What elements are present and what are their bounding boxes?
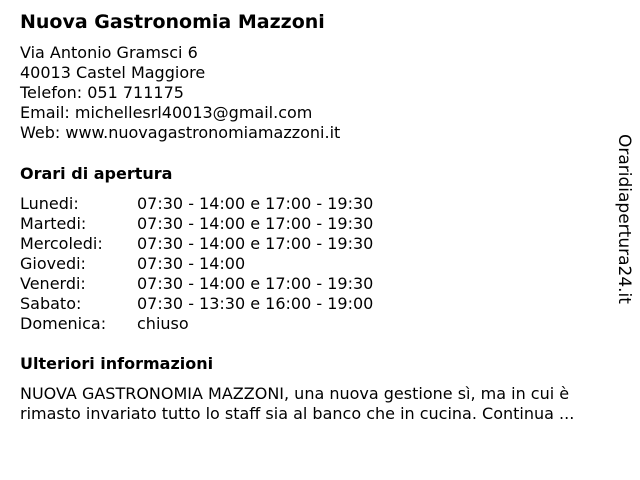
description-line[interactable]: rimasto invariato tutto lo staff sia al banco che in cucina. Continua ... — [20, 404, 575, 423]
hours-row-friday — [20, 274, 373, 294]
hours-row-saturday — [20, 294, 373, 314]
contact-block — [20, 43, 340, 143]
hours-row-thursday — [20, 254, 373, 274]
further-info-heading: Ulteriori informazioni — [20, 354, 214, 373]
hours-row-wednesday — [20, 234, 373, 254]
time-value: 07:30 - 13:30 e 16:00 - 19:00 — [137, 294, 374, 313]
opening-hours-table — [20, 194, 373, 334]
hours-row-monday — [20, 194, 373, 214]
day-label: Venerdi: — [20, 274, 86, 293]
day-label: Domenica: — [20, 314, 107, 333]
time-value: 07:30 - 14:00 e 17:00 - 19:30 — [137, 214, 374, 233]
web-line[interactable]: Web: www.nuovagastronomiamazzoni.it — [20, 123, 341, 142]
time-value: 07:30 - 14:00 e 17:00 - 19:30 — [137, 234, 374, 253]
day-label: Sabato: — [20, 294, 82, 313]
address-line: Via Antonio Gramsci 6 — [20, 43, 198, 62]
city-line: 40013 Castel Maggiore — [20, 63, 206, 82]
time-value: 07:30 - 14:00 e 17:00 - 19:30 — [137, 274, 374, 293]
description-line: NUOVA GASTRONOMIA MAZZONI, una nuova gestione sì, ma in cui è — [20, 384, 570, 403]
time-value: 07:30 - 14:00 — [137, 254, 246, 273]
time-value: chiuso — [137, 314, 189, 333]
phone-line[interactable]: Telefon: 051 711175 — [20, 83, 184, 102]
day-label: Mercoledi: — [20, 234, 103, 253]
day-label: Lunedi: — [20, 194, 79, 213]
email-line[interactable]: Email: michellesrl40013@gmail.com — [20, 103, 313, 122]
watermark — [612, 134, 636, 310]
hours-row-tuesday — [20, 214, 373, 234]
day-label: Martedi: — [20, 214, 87, 233]
day-label: Giovedi: — [20, 254, 86, 273]
time-value: 07:30 - 14:00 e 17:00 - 19:30 — [137, 194, 374, 213]
business-name: Nuova Gastronomia Mazzoni — [20, 11, 325, 33]
opening-hours-heading: Orari di apertura — [20, 164, 173, 183]
watermark-text: Oraridiapertura24.it — [614, 134, 634, 304]
hours-row-sunday — [20, 314, 373, 334]
description-text — [20, 384, 630, 424]
